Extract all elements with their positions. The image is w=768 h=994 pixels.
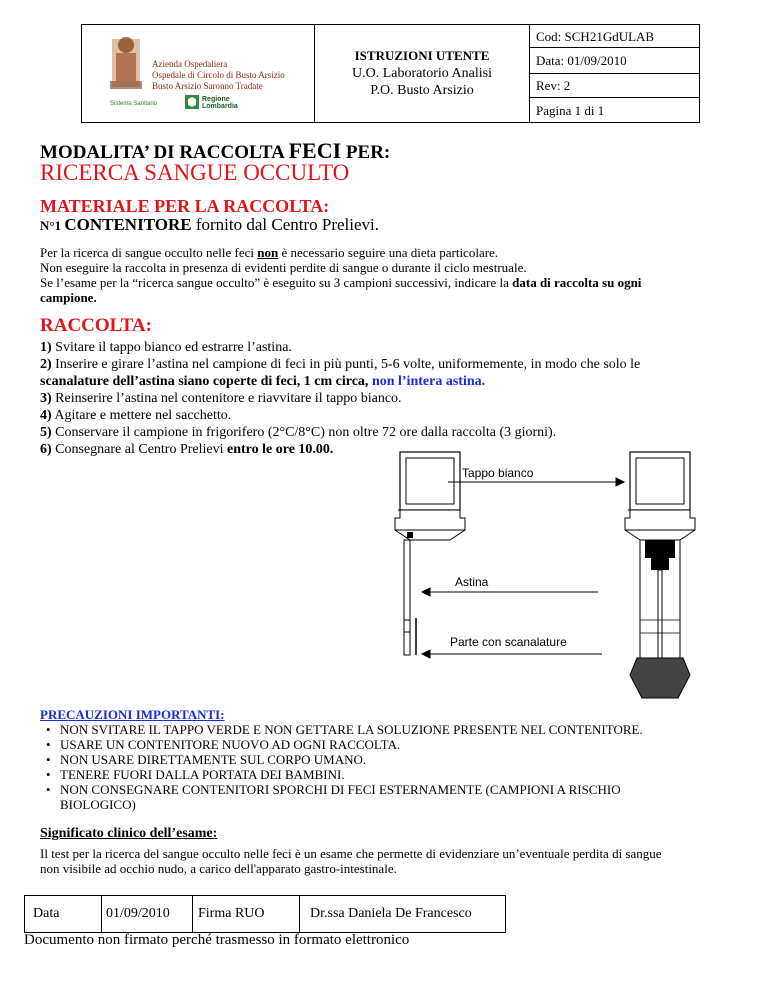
step-4: 4) Agitare e mettere nel sacchetto. <box>40 408 232 423</box>
date-label: Data <box>33 906 60 921</box>
sistema-sanitario-label: Sistema Sanitario <box>110 101 158 107</box>
title-cell <box>315 25 530 122</box>
significato-text: Il test per la ricerca del sangue occulto nelle feci è un esame che permette di evidenziare un’eventuale perdita di sangue non visibile ad occhio nudo, a carico dell'apparato gastro-intestinale. <box>40 846 662 876</box>
meta-cell <box>530 25 699 122</box>
materiale-text: N°1 CONTENITORE fornito dal Centro Prelievi. <box>40 215 379 234</box>
divider <box>530 73 699 74</box>
label-astina: Astina <box>455 575 489 589</box>
tube-drawing <box>625 452 695 698</box>
divider <box>101 896 102 932</box>
list-item: • NON SVITARE IL TAPPO VERDE E NON GETTARE LA SOLUZIONE PRESENTE NEL CONTENITORE. <box>40 722 643 737</box>
precauzioni-heading: PRECAUZIONI IMPORTANTI: <box>40 707 225 722</box>
list-item: • NON USARE DIRETTAMENTE SUL CORPO UMANO. <box>40 752 643 767</box>
org-name: Azienda Ospedaliera Ospedale di Circolo di Busto Arsizio Busto Arsizio Saronno Tradate <box>152 59 285 91</box>
divider <box>299 896 300 932</box>
divider <box>530 97 699 98</box>
divider <box>530 47 699 48</box>
doc-type: ISTRUZIONI UTENTE <box>354 48 490 63</box>
step-3: 3) Reinserire l’astina nel contenitore e riavvitare il tappo bianco. <box>40 391 402 406</box>
list-item: • USARE UN CONTENITORE NUOVO AD OGNI RACCOLTA. <box>40 737 643 752</box>
step-2: 2) Inserire e girare l’astina nel campione di feci in più punti, 5-6 volte, uniformemente, in modo che solo le <box>40 357 641 372</box>
footer-note: Documento non firmato perché trasmesso in formato elettronico <box>24 932 410 948</box>
label-tappo: Tappo bianco <box>462 466 534 480</box>
page-title-line1: MODALITA’ DI RACCOLTA FECI PER: <box>40 138 391 163</box>
container-diagram <box>380 440 720 710</box>
page-title-line2: RICERCA SANGUE OCCULTO <box>40 160 350 185</box>
document-header <box>81 24 700 123</box>
unit-name: U.O. Laboratorio Analisi <box>352 66 492 81</box>
date-value: 01/09/2010 <box>106 906 170 921</box>
list-item: • TENERE FUORI DALLA PORTATA DEI BAMBINI. <box>40 767 643 782</box>
materiale-heading: MATERIALE PER LA RACCOLTA: <box>40 196 330 216</box>
step-6: 6) Consegnare al Centro Prelievi entro le ore 10.00. <box>40 442 334 457</box>
hospital-logo-icon <box>106 31 146 91</box>
firma-label: Firma RUO <box>198 906 265 921</box>
step-1: 1) Svitare il tappo bianco ed estrarre l’astina. <box>40 340 292 355</box>
signature-table <box>24 895 506 933</box>
step-2-cont: scanalature dell’astina siano coperte di feci, 1 cm circa, non l’intera astina. <box>40 374 486 389</box>
intro-text: Per la ricerca di sangue occulto nelle feci non è necessario seguire una dieta particolare. Non eseguire la raccolta in presenza di evidenti perdite di sangue o durante il ciclo mestruale. Se l’esame per la “ricerca sangue occulto” è eseguito su 3 campioni successivi, indicare la data di raccolta su ogni campione. <box>40 245 642 305</box>
label-scanalature: Parte con scanalature <box>450 635 567 649</box>
list-item: • NON CONSEGNARE CONTENITORI SPORCHI DI FECI ESTERNAMENTE (CAMPIONI A RISCHIO <box>40 782 643 797</box>
regione-lombardia-icon <box>185 95 199 109</box>
significato-heading: Significato clinico dell’esame: <box>40 826 218 841</box>
firma-value: Dr.ssa Daniela De Francesco <box>310 906 472 921</box>
precauzioni-list <box>40 722 643 812</box>
divider <box>192 896 193 932</box>
site-name: P.O. Busto Arsizio <box>370 83 474 98</box>
doc-code: Cod: SCH21GdULAB <box>536 29 655 44</box>
regione-label: Regione Lombardia <box>202 96 238 110</box>
doc-page: Pagina 1 di 1 <box>536 103 605 118</box>
step-5: 5) Conservare il campione in frigorifero (2°C/8°C) non oltre 72 ore dalla raccolta (3 giorni). <box>40 425 557 440</box>
list-item-cont: BIOLOGICO) <box>60 797 136 812</box>
doc-rev: Rev: 2 <box>536 78 571 93</box>
logo-cell <box>82 25 315 122</box>
raccolta-heading: RACCOLTA: <box>40 315 152 336</box>
doc-date: Data: 01/09/2010 <box>536 53 627 68</box>
